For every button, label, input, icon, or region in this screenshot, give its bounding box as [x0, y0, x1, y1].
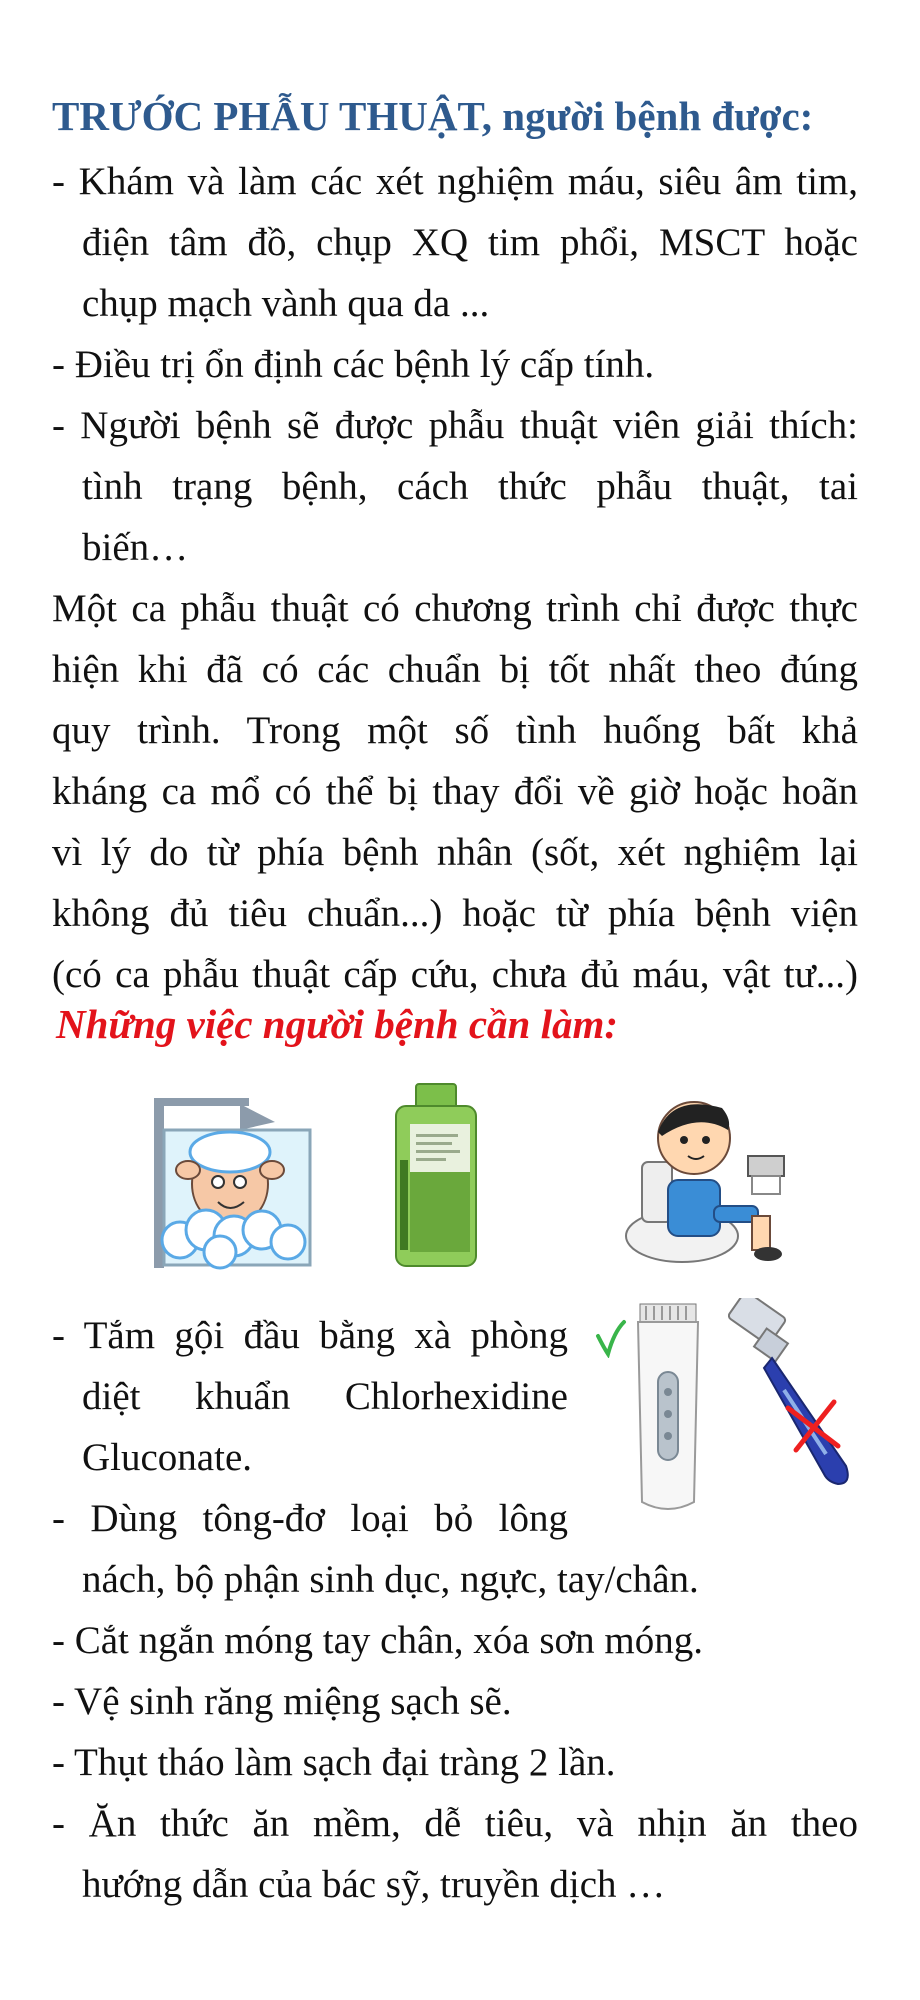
- paragraph-line: (có ca phẫu thuật cấp cứu, chưa đủ máu, vật tư...): [52, 953, 858, 996]
- list-item: - Cắt ngắn móng tay chân, xóa sơn móng.: [52, 1619, 704, 1662]
- toilet-boy-illustration: [602, 1090, 792, 1266]
- paragraph-line: Một ca phẫu thuật có chương trình chỉ được thực: [52, 587, 858, 630]
- hair-clipper-illustration: [630, 1302, 706, 1522]
- list-item: - Ăn thức ăn mềm, dễ tiêu, và nhịn ăn theo: [52, 1802, 858, 1845]
- list-item: điện tâm đồ, chụp XQ tim phổi, MSCT hoặc: [82, 221, 858, 264]
- list-item: - Điều trị ổn định các bệnh lý cấp tính.: [52, 343, 655, 386]
- list-item: Gluconate.: [82, 1436, 253, 1479]
- section-title-todo: Những việc người bệnh cần làm:: [56, 1001, 619, 1047]
- paragraph-line: hiện khi đã có các chuẩn bị tốt nhất theo đúng: [52, 648, 858, 691]
- list-item: tình trạng bệnh, cách thức phẫu thuật, tai: [82, 465, 858, 508]
- shower-bath-illustration: [140, 1090, 315, 1270]
- list-item: - Vệ sinh răng miệng sạch sẽ.: [52, 1680, 512, 1723]
- paragraph-line: kháng ca mổ có thể bị thay đổi về giờ hoặc hoãn: [52, 770, 858, 813]
- list-item: - Thụt tháo làm sạch đại tràng 2 lần.: [52, 1741, 616, 1784]
- list-item: - Khám và làm các xét nghiệm máu, siêu âm tim,: [52, 160, 858, 203]
- list-item: chụp mạch vành qua da ...: [82, 282, 490, 325]
- list-item: biến…: [82, 526, 189, 569]
- paragraph-line: vì lý do từ phía bệnh nhân (sốt, xét nghiệm lại: [52, 831, 858, 874]
- paragraph-line: không đủ tiêu chuẩn...) hoặc từ phía bệnh viện: [52, 892, 858, 935]
- list-item: hướng dẫn của bác sỹ, truyền dịch …: [82, 1863, 666, 1906]
- list-item: - Tắm gội đầu bằng xà phòng: [52, 1314, 568, 1357]
- list-item: nách, bộ phận sinh dục, ngực, tay/chân.: [82, 1558, 699, 1601]
- antiseptic-bottle-illustration: [388, 1080, 484, 1270]
- paragraph-line: quy trình. Trong một số tình huống bất khả: [52, 709, 858, 752]
- section-title-before-surgery: TRƯỚC PHẪU THUẬT, người bệnh được:: [52, 93, 814, 139]
- list-item: - Người bệnh sẽ được phẫu thuật viên giải thích:: [52, 404, 858, 447]
- razor-illustration: [728, 1298, 868, 1498]
- list-item: diệt khuẩn Chlorhexidine: [82, 1375, 568, 1418]
- check-mark-icon: [594, 1318, 628, 1358]
- list-item: - Dùng tông-đơ loại bỏ lông: [52, 1497, 568, 1540]
